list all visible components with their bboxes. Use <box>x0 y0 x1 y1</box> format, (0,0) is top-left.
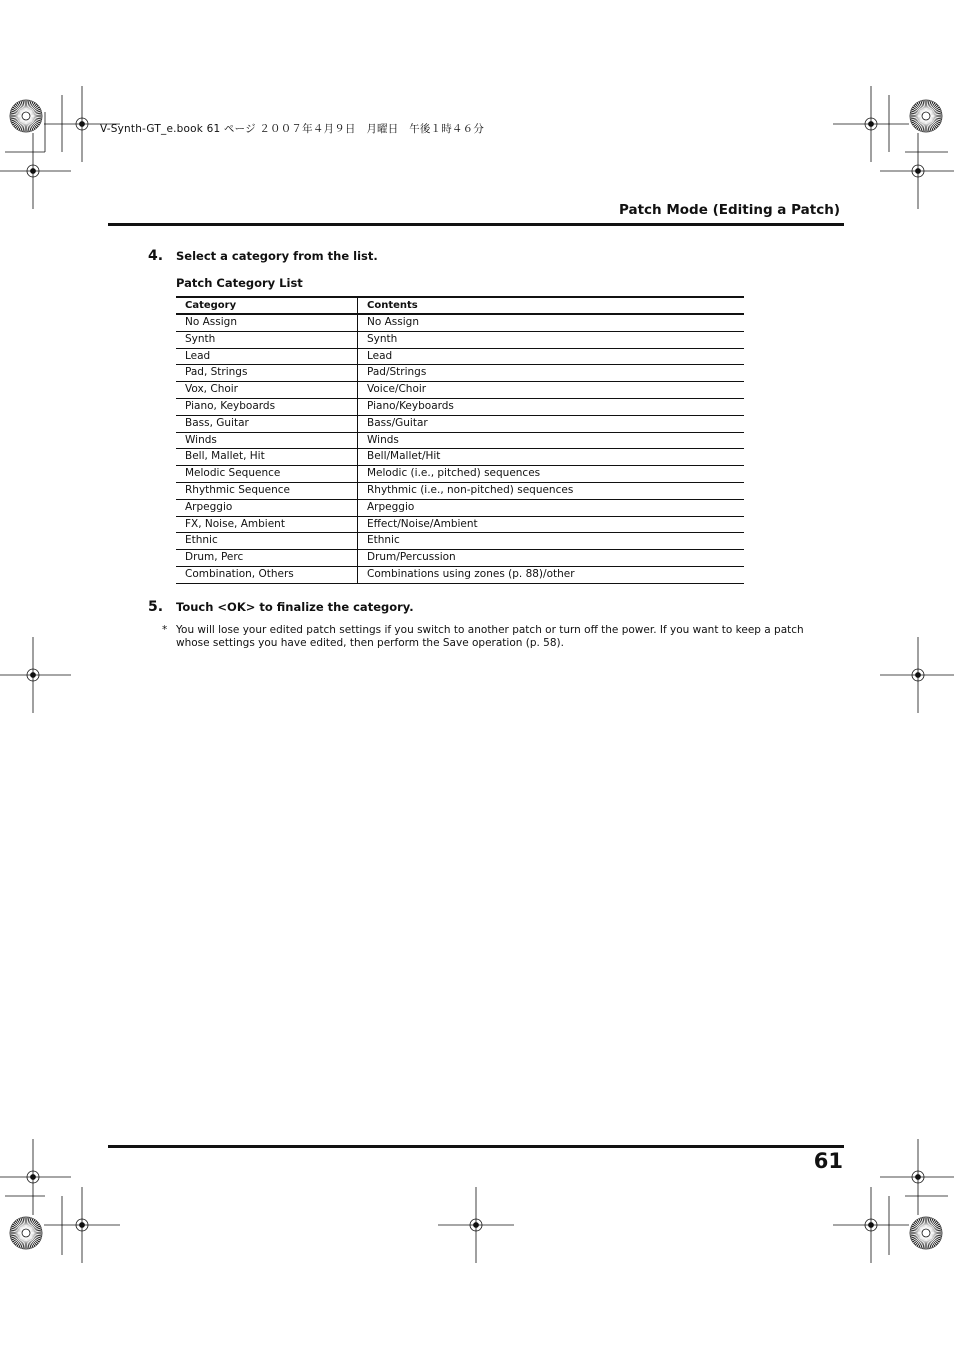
crosshair-mark <box>438 1187 514 1263</box>
column-header-category: Category <box>176 297 358 314</box>
contents-cell: Combinations using zones (p. 88)/other <box>358 566 745 583</box>
table-row <box>176 348 744 365</box>
contents-cell: Drum/Percussion <box>358 550 745 567</box>
sunburst-mark <box>910 100 942 132</box>
contents-cell: Piano/Keyboards <box>358 398 745 415</box>
header-rule <box>108 223 844 226</box>
contents-cell: Synth <box>358 331 745 348</box>
contents-cell: No Assign <box>358 314 745 331</box>
contents-cell: Voice/Choir <box>358 382 745 399</box>
category-cell: FX, Noise, Ambient <box>176 516 358 533</box>
contents-cell: Arpeggio <box>358 499 745 516</box>
sunburst-mark <box>910 1217 942 1249</box>
table-row <box>176 466 744 483</box>
category-cell: Vox, Choir <box>176 382 358 399</box>
footer-rule <box>108 1145 844 1148</box>
note-marker: * <box>162 624 168 636</box>
print-info: V-Synth-GT_e.book 61 ページ ２００７年４月９日 月曜日 午後１時４６分 <box>100 123 485 135</box>
crosshair-mark <box>880 637 954 713</box>
step-4-number: 4. <box>148 248 164 264</box>
contents-cell: Bass/Guitar <box>358 415 745 432</box>
category-cell: Drum, Perc <box>176 550 358 567</box>
category-cell: Pad, Strings <box>176 365 358 382</box>
patch-category-table <box>176 296 744 584</box>
table-row <box>176 516 744 533</box>
table-row <box>176 331 744 348</box>
table-row <box>176 382 744 399</box>
table-row <box>176 533 744 550</box>
sunburst-mark <box>10 1217 42 1249</box>
table-row <box>176 415 744 432</box>
category-cell: Piano, Keyboards <box>176 398 358 415</box>
category-cell: Rhythmic Sequence <box>176 482 358 499</box>
crosshair-mark <box>0 1139 71 1215</box>
table-row <box>176 365 744 382</box>
crosshair-mark <box>833 1187 909 1263</box>
crosshair-mark <box>880 1139 954 1215</box>
table-row <box>176 398 744 415</box>
contents-cell: Effect/Noise/Ambient <box>358 516 745 533</box>
category-cell: Synth <box>176 331 358 348</box>
table-row <box>176 566 744 583</box>
category-cell: Bell, Mallet, Hit <box>176 449 358 466</box>
step-5-number: 5. <box>148 599 164 615</box>
crosshair-mark <box>44 1187 120 1263</box>
table-row <box>176 482 744 499</box>
contents-cell: Melodic (i.e., pitched) sequences <box>358 466 745 483</box>
table-row <box>176 449 744 466</box>
category-cell: Combination, Others <box>176 566 358 583</box>
note-text: You will lose your edited patch settings if you switch to another patch or turn off the power. If you want to keep a patch whose settings you have edited, then perform the Save operation (p. 58). <box>176 624 804 649</box>
contents-cell: Rhythmic (i.e., non-pitched) sequences <box>358 482 745 499</box>
contents-cell: Winds <box>358 432 745 449</box>
sunburst-mark <box>10 100 42 132</box>
crosshair-mark <box>0 133 71 209</box>
table-row <box>176 432 744 449</box>
category-cell: Lead <box>176 348 358 365</box>
category-cell: Winds <box>176 432 358 449</box>
column-header-contents: Contents <box>358 297 745 314</box>
category-cell: No Assign <box>176 314 358 331</box>
page-number: 61 <box>813 1149 843 1173</box>
step-4-text: Select a category from the list. <box>176 249 378 263</box>
crosshair-mark <box>833 86 909 162</box>
category-cell: Melodic Sequence <box>176 466 358 483</box>
table-header-row <box>176 297 744 314</box>
contents-cell: Bell/Mallet/Hit <box>358 449 745 466</box>
contents-cell: Pad/Strings <box>358 365 745 382</box>
table-row <box>176 314 744 331</box>
category-cell: Bass, Guitar <box>176 415 358 432</box>
category-cell: Ethnic <box>176 533 358 550</box>
table-title: Patch Category List <box>176 276 303 290</box>
crosshair-mark <box>0 637 71 713</box>
page-header-title: Patch Mode (Editing a Patch) <box>618 202 840 218</box>
step-5-text: Touch <OK> to finalize the category. <box>176 600 414 614</box>
crosshair-mark <box>880 133 954 209</box>
contents-cell: Lead <box>358 348 745 365</box>
table-row <box>176 499 744 516</box>
contents-cell: Ethnic <box>358 533 745 550</box>
table-row <box>176 550 744 567</box>
category-cell: Arpeggio <box>176 499 358 516</box>
